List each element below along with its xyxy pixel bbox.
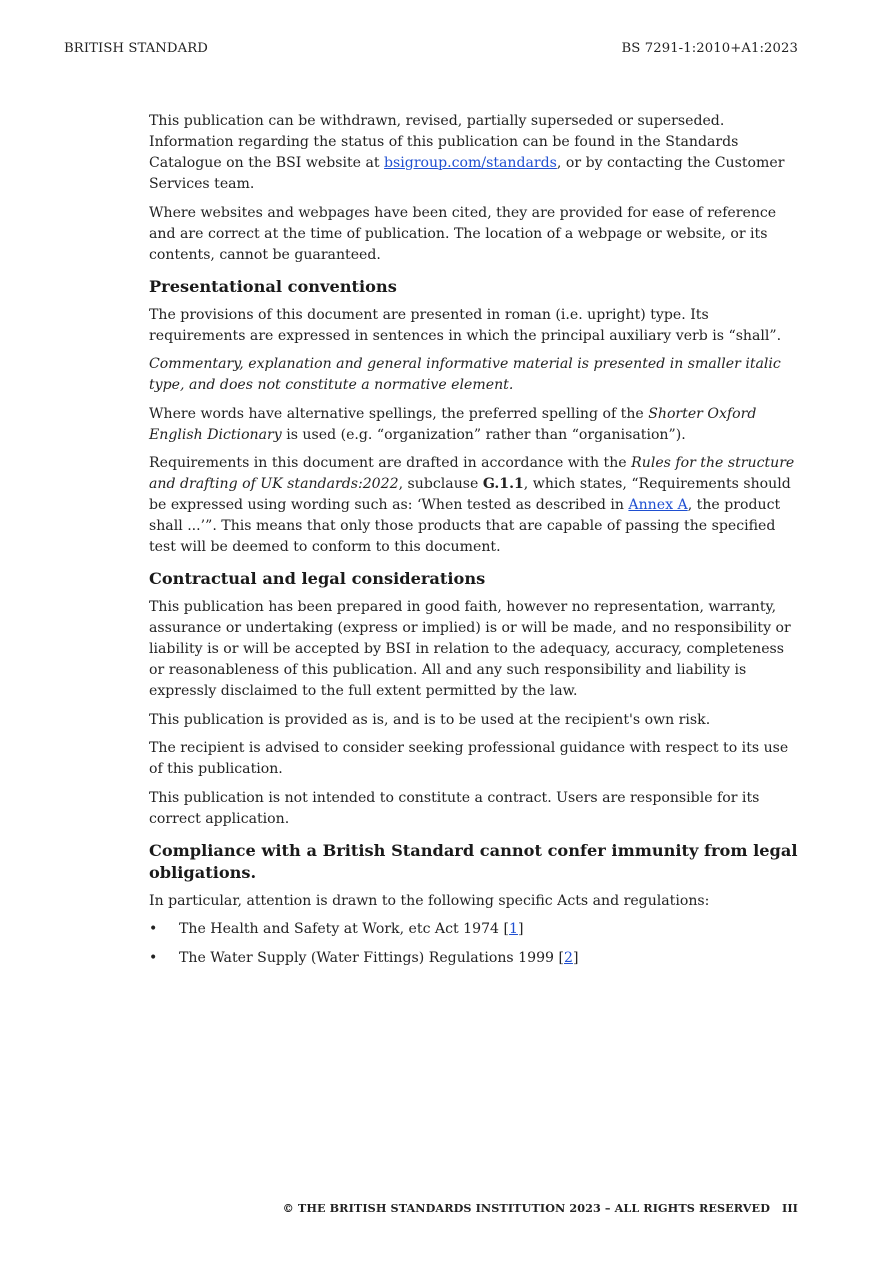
paragraph-professional-guidance: The recipient is advised to consider seeking professional guidance with respect to its use of this publication. — [149, 740, 789, 777]
page-number: III — [782, 1201, 798, 1215]
text-span: , which states, “Requirements should be expressed using wording such as: ‘When tested as described in — [149, 476, 791, 513]
header-standard-number: BS 7291-1:2010+A1:2023 — [621, 41, 798, 56]
text-span: ] — [572, 949, 579, 966]
header-document-type: BRITISH STANDARD — [64, 41, 208, 56]
paragraph-own-risk: This publication is provided as is, and is to be used at the recipient's own risk. — [149, 711, 711, 728]
list-item — [149, 919, 799, 940]
bullet-icon: • — [149, 921, 158, 937]
italic-title: Rules for the structure and drafting of UK standards:2022 — [149, 455, 795, 492]
text-span: , or by contacting the Customer Services team. — [149, 155, 785, 192]
running-header — [64, 41, 798, 59]
paragraph-provisions: The provisions of this document are presented in roman (i.e. upright) type. Its requirements are expressed in sentences in which the principal auxiliary verb is “shall”. — [149, 306, 782, 344]
subclause-reference: G.1.1 — [482, 476, 524, 492]
acts-list — [149, 919, 799, 969]
list-item-text: The Health and Safety at Work, etc Act 1974 [ — [179, 921, 509, 937]
text-span: , subclause — [398, 476, 483, 492]
paragraph-not-contract: This publication is not intended to constitute a contract. Users are responsible for its correct application. — [149, 789, 760, 827]
annex-a-link[interactable]: Annex A — [628, 497, 688, 513]
text-span: Requirements in this document are drafted in accordance with the — [149, 455, 632, 471]
paragraph-withdrawal-notice — [149, 111, 799, 195]
heading-contractual-legal: Contractual and legal considerations — [149, 569, 486, 588]
paragraph-commentary — [149, 354, 799, 396]
document-body — [149, 111, 799, 976]
heading-presentational-conventions: Presentational conventions — [149, 276, 397, 296]
heading-compliance: Compliance with a British Standard cannot confer immunity from legal obligations. — [149, 840, 798, 882]
italic-text: Commentary, explanation and general informative material is presented in smaller italic type, and does not constitute a normative element. — [149, 356, 781, 393]
paragraph-acts-intro: In particular, attention is drawn to the following specific Acts and regulations: — [149, 892, 710, 909]
reference-link-1[interactable]: 1 — [509, 921, 518, 937]
italic-title: Shorter Oxford English Dictionary — [149, 405, 757, 443]
reference-link-2[interactable]: 2 — [563, 949, 573, 966]
bsi-standards-link[interactable]: bsigroup.com/standards — [384, 155, 557, 171]
copyright-notice: © THE BRITISH STANDARDS INSTITUTION 2023 – ALL RIGHTS RESERVED — [282, 1201, 770, 1215]
text-span: is used (e.g. “organization” rather than “organisation”). — [281, 426, 686, 443]
page-footer — [283, 1201, 798, 1215]
text-span: This publication can be withdrawn, revised, partially superseded or superseded. Information regarding the status of this publication can be found in the Standards Catalogue on the BSI website at — [149, 113, 739, 171]
paragraph-good-faith: This publication has been prepared in good faith, however no representation, warranty, assurance or undertaking (express or implied) is or will be made, and no responsibility or liability is or will be accepted by BSI in relation to the adequacy, accuracy, completeness or reasonableness of this publication. All and any such responsibility and liability is expressly disclaimed to the full extent permitted by the law. — [149, 599, 791, 699]
paragraph-websites-notice: Where websites and webpages have been cited, they are provided for ease of reference and are correct at the time of publication. The location of a webpage or website, or its contents, cannot be guaranteed. — [149, 204, 777, 263]
list-item-text: The Water Supply (Water Fittings) Regulations 1999 [ — [179, 949, 564, 966]
paragraph-requirements-drafting — [149, 453, 799, 558]
text-span: ] — [517, 921, 524, 937]
text-span: , the product shall ...’”. This means that only those products that are capable of passing the specified test will be deemed to conform to this document. — [149, 497, 781, 555]
paragraph-spelling — [149, 404, 799, 446]
bullet-icon: • — [149, 949, 158, 966]
list-item — [149, 948, 799, 969]
text-span: Where words have alternative spellings, the preferred spelling of the — [149, 405, 649, 422]
